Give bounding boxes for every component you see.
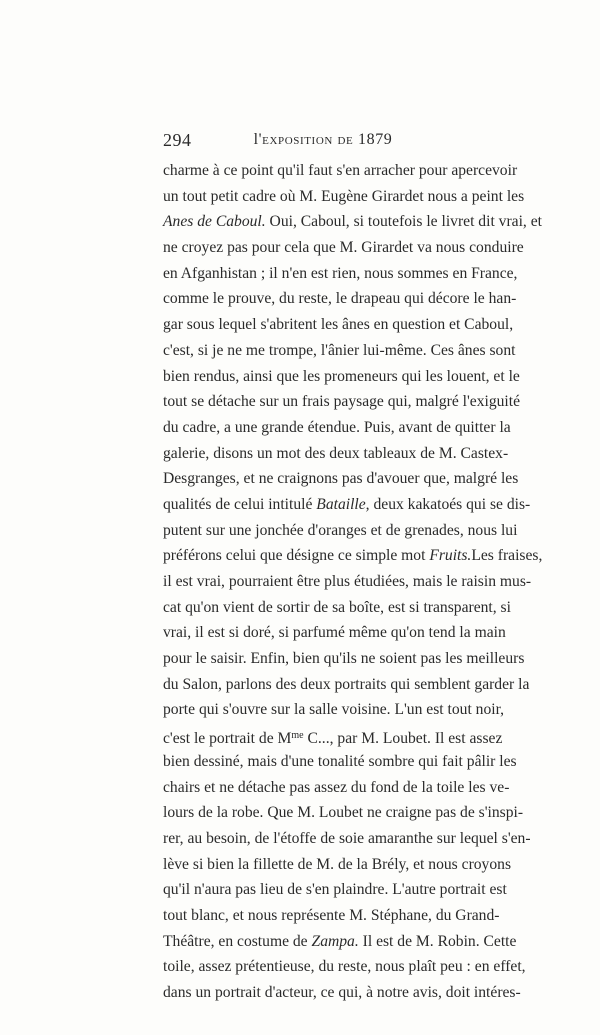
text-segment: c'est, si je ne me trompe, l'ânier lui-même. Ces ânes sont	[163, 341, 516, 359]
text-segment: Oui, Caboul, si toutefois le livret dit vrai, et	[265, 213, 542, 231]
text-segment: du cadre, a une grande étendue. Puis, avant de quitter la	[163, 418, 511, 436]
text-line	[163, 852, 512, 878]
text-line	[163, 646, 525, 672]
page-number: 294	[163, 130, 192, 150]
text-line	[163, 543, 543, 569]
body-text	[163, 158, 543, 1006]
text-line	[163, 903, 500, 929]
text-line	[163, 672, 530, 698]
text-segment: toile, assez prétentieuse, du reste, nous plaît peu : en effet,	[163, 958, 526, 976]
text-segment: porte qui s'ouvre sur la salle voisine. L'un est tout noir,	[163, 701, 505, 719]
text-line	[163, 389, 521, 415]
text-segment: rer, au besoin, de l'étoffe de soie amaranthe sur lequel s'en-	[163, 829, 531, 847]
text-line	[163, 209, 542, 235]
text-segment: préférons celui que désigne ce simple mot	[163, 547, 430, 565]
superscript-text: me	[291, 730, 304, 742]
text-line	[163, 338, 516, 364]
text-line	[163, 800, 524, 826]
text-segment: c'est le portrait de M	[163, 730, 292, 748]
text-line	[163, 980, 521, 1006]
page-header	[163, 130, 445, 152]
text-line	[163, 826, 531, 852]
italic-text: Fruits.	[429, 547, 472, 565]
text-line	[163, 929, 517, 955]
text-segment: ne croyez pas pour cela que M. Girardet va nous conduire	[163, 239, 524, 257]
text-segment: dans un portrait d'acteur, ce qui, à notre avis, doit intéres-	[163, 984, 521, 1001]
text-segment: bien rendus, ainsi que les promeneurs qui les louent, et le	[163, 367, 520, 385]
running-title-year: 1879	[358, 131, 393, 148]
running-title-word: exposition	[262, 131, 333, 148]
text-segment: comme le prouve, du reste, le drapeau qui décore le han-	[163, 290, 517, 308]
text-line	[163, 158, 518, 184]
text-segment: Les fraises,	[471, 547, 543, 565]
text-line	[163, 492, 531, 518]
text-segment: galerie, disons un mot des deux tableaux de M. Castex-	[163, 444, 509, 462]
running-title-prefix: l'	[253, 131, 263, 148]
text-line	[163, 441, 509, 467]
text-line	[163, 286, 517, 312]
text-segment: bien dessiné, mais d'une tonalité sombre qui fait pâlir les	[163, 752, 517, 770]
text-segment: cat qu'on vient de sortir de sa boîte, est si transparent, si	[163, 598, 511, 616]
text-line	[163, 877, 507, 903]
running-title-de: de	[337, 131, 354, 148]
text-segment: pour le saisir. Enfin, bien qu'ils ne soient pas les meilleurs	[163, 650, 525, 668]
text-segment: C..., par M. Loubet. Il est assez	[303, 730, 503, 748]
text-line	[163, 954, 526, 980]
running-title	[163, 131, 445, 149]
text-line	[163, 723, 503, 749]
text-segment: Théâtre, en costume de	[163, 932, 312, 950]
text-line	[163, 415, 511, 441]
text-line	[163, 569, 532, 595]
text-segment: un tout petit cadre où M. Eugène Girardet nous a peint les	[163, 187, 525, 205]
text-line	[163, 749, 517, 775]
text-segment: vrai, il est si doré, si parfumé même qu'on tend la main	[163, 624, 506, 642]
text-line	[163, 620, 506, 646]
text-segment: charme à ce point qu'il faut s'en arracher pour apercevoir	[163, 162, 518, 179]
text-line	[163, 518, 518, 544]
text-line	[163, 775, 510, 801]
text-segment: qu'il n'aura pas lieu de s'en plaindre. L'autre portrait est	[163, 881, 507, 899]
text-line	[163, 364, 520, 390]
text-segment: tout blanc, et nous représente M. Stéphane, du Grand-	[163, 906, 500, 924]
text-segment: du Salon, parlons des deux portraits qui semblent garder la	[163, 675, 530, 693]
text-segment: Desgranges, et ne craignons pas d'avouer que, malgré les	[163, 470, 519, 488]
text-segment: il est vrai, pourraient être plus étudiées, mais le raisin mus-	[163, 573, 532, 590]
text-segment: Il est de M. Robin. Cette	[358, 932, 517, 950]
text-segment: deux kakatoés qui se dis-	[369, 495, 531, 513]
italic-text: Zampa.	[311, 932, 359, 950]
italic-text: Bataille,	[316, 495, 370, 513]
text-line	[163, 312, 514, 338]
text-line	[163, 235, 524, 261]
text-segment: chairs et ne détache pas assez du fond de la toile les ve-	[163, 778, 510, 796]
text-segment: lève si bien la fillette de M. de la Brély, et nous croyons	[163, 855, 512, 873]
text-line	[163, 466, 519, 492]
text-segment: lours de la robe. Que M. Loubet ne craigne pas de s'inspi-	[163, 804, 524, 822]
text-line	[163, 595, 511, 621]
text-line	[163, 697, 505, 723]
text-segment: en Afganhistan ; il n'en est rien, nous sommes en France,	[163, 264, 518, 282]
text-segment: putent sur une jonchée d'oranges et de grenades, nous lui	[163, 521, 518, 539]
text-segment: qualités de celui intitulé	[163, 495, 317, 513]
text-segment: gar sous lequel s'abritent les ânes en question et Caboul,	[163, 316, 514, 334]
text-segment: tout se détache sur un frais paysage qui, malgré l'exiguité	[163, 393, 521, 411]
italic-text: Anes de Caboul.	[163, 213, 266, 231]
text-line	[163, 261, 518, 287]
text-line	[163, 184, 525, 210]
